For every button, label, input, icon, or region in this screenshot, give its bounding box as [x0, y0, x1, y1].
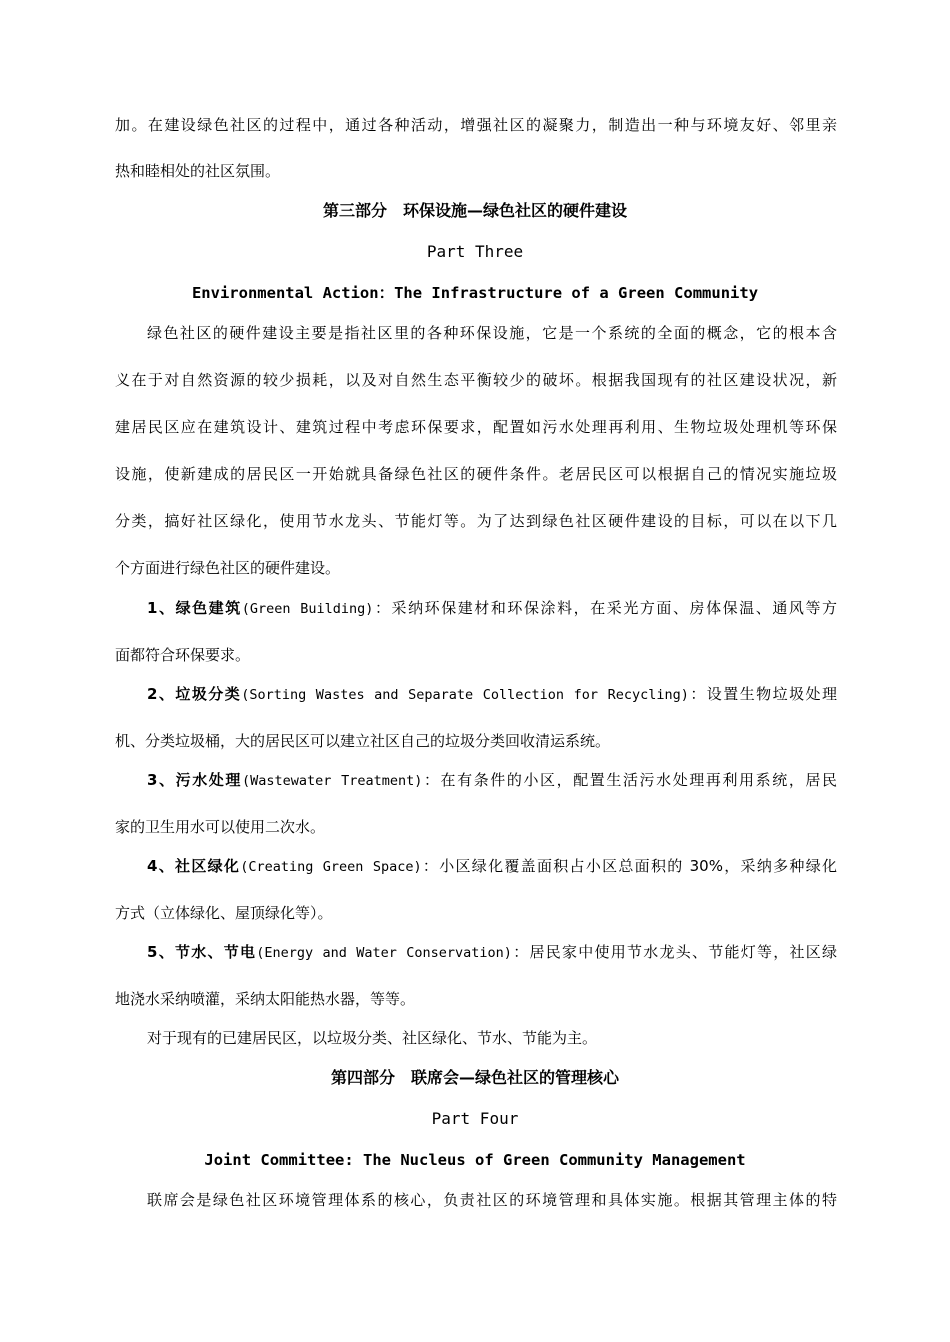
item-english: (Energy and Water Conservation) — [256, 945, 512, 961]
item-english: (Green Building) — [241, 601, 374, 617]
list-item-continuation: 面都符合环保要求。 — [115, 646, 251, 664]
part3-subtitle-en: Environmental Action：The Infrastructure of a Green Community — [191, 284, 759, 302]
list-item-sorting-wastes — [147, 684, 837, 704]
item-english: (Sorting Wastes and Separate Collection for Recycling) — [241, 687, 689, 703]
part3-body-line: 建居民区应在建筑设计、建筑过程中考虑环保要求，配置如污水处理再利用、生物垃圾处理机等环保 — [115, 418, 837, 436]
item-number: 1、 — [147, 599, 176, 617]
item-number: 2、 — [147, 685, 176, 703]
item-text: ：小区绿化覆盖面积占小区总面积的 30%，采纳多种绿化 — [421, 857, 837, 875]
part4-title-en: Part Four — [431, 1109, 519, 1128]
part4-subtitle-en: Joint Committee: The Nucleus of Green Community Management — [204, 1151, 746, 1169]
part4-title-cn: 第四部分 联席会—绿色社区的管理核心 — [330, 1068, 619, 1087]
intro-line-1: 加。在建设绿色社区的过程中，通过各种活动，增强社区的凝聚力，制造出一种与环境友好、邻里亲 — [115, 116, 837, 134]
list-item-continuation: 地浇水采纳喷灌，采纳太阳能热水器，等等。 — [115, 990, 416, 1008]
list-item-green-building — [147, 598, 837, 618]
part4-body-line: 联席会是绿色社区环境管理体系的核心，负责社区的环境管理和具体实施。根据其管理主体的特 — [147, 1191, 837, 1209]
list-item-wastewater — [147, 770, 837, 790]
part3-body-line: 分类，搞好社区绿化，使用节水龙头、节能灯等。为了达到绿色社区硬件建设的目标，可以在以下几 — [115, 512, 837, 530]
item-label: 绿色建筑 — [175, 599, 242, 617]
item-label: 节水、节电 — [174, 943, 257, 961]
list-item-continuation: 家的卫生用水可以使用二次水。 — [115, 818, 326, 836]
part3-closing: 对于现有的已建居民区，以垃圾分类、社区绿化、节水、节能为主。 — [147, 1029, 598, 1047]
item-english: (Wastewater Treatment) — [241, 773, 423, 789]
item-number: 4、 — [147, 857, 176, 875]
item-label: 污水处理 — [175, 771, 242, 789]
list-item-continuation: 机、分类垃圾桶，大的居民区可以建立社区自己的垃圾分类回收清运系统。 — [115, 732, 611, 750]
list-item-conservation — [147, 942, 837, 962]
item-english: (Creating Green Space) — [240, 859, 422, 875]
item-text: ：设置生物垃圾处理 — [688, 685, 837, 703]
item-number: 5、 — [147, 943, 175, 961]
item-number: 3、 — [147, 771, 176, 789]
part3-title-cn: 第三部分 环保设施—绿色社区的硬件建设 — [322, 201, 627, 220]
item-text: ：采纳环保建材和环保涂料，在采光方面、房体保温、通风等方 — [373, 599, 837, 617]
part3-body-line: 绿色社区的硬件建设主要是指社区里的各种环保设施，它是一个系统的全面的概念，它的根本含 — [147, 324, 837, 342]
list-item-green-space — [147, 856, 837, 876]
intro-line-2: 热和睦相处的社区氛围。 — [115, 162, 281, 180]
list-item-continuation: 方式（立体绿化、屋顶绿化等）。 — [115, 904, 333, 922]
item-label: 垃圾分类 — [175, 685, 242, 703]
part3-body-line: 义在于对自然资源的较少损耗，以及对自然生态平衡较少的破坏。根据我国现有的社区建设状况，新 — [115, 371, 837, 389]
part3-body-line: 设施，使新建成的居民区一开始就具备绿色社区的硬件条件。老居民区可以根据自己的情况实施垃圾 — [115, 465, 837, 483]
part3-title-en: Part Three — [426, 242, 524, 261]
item-label: 社区绿化 — [175, 857, 241, 875]
part3-body-line: 个方面进行绿色社区的硬件建设。 — [115, 559, 341, 577]
item-text: ：在有条件的小区，配置生活污水处理再利用系统，居民 — [422, 771, 837, 789]
item-text: ：居民家中使用节水龙头、节能灯等，社区绿 — [511, 943, 837, 961]
